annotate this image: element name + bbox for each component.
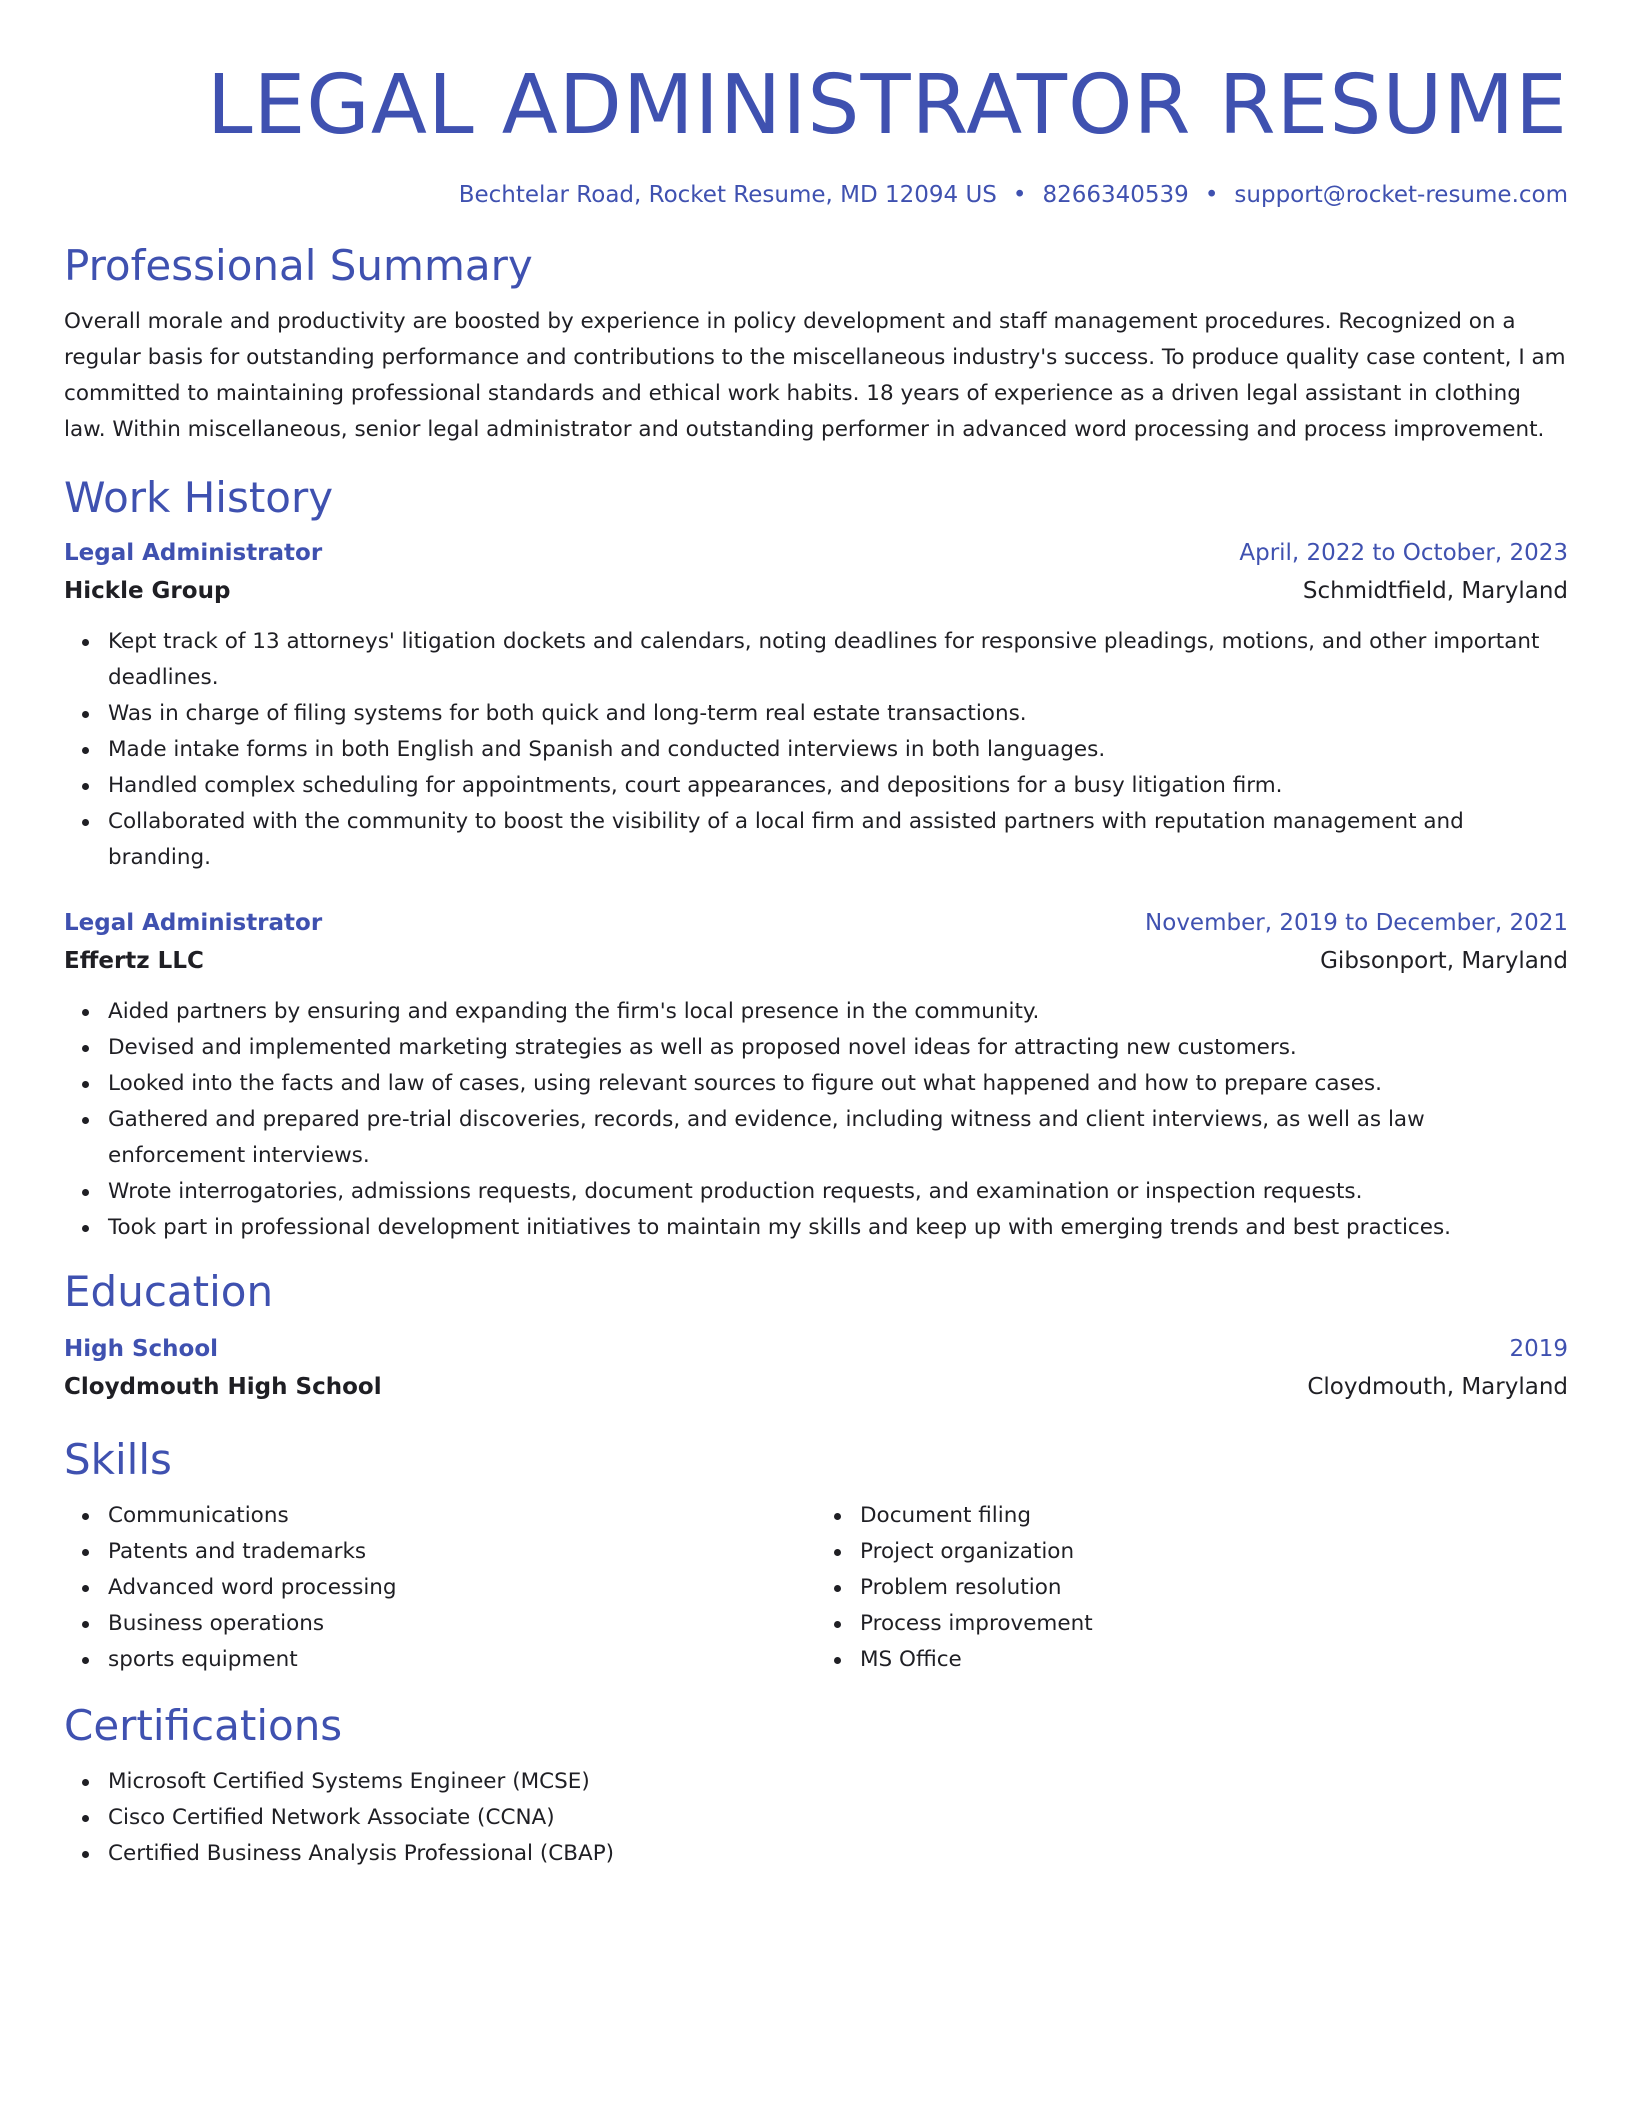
job-company-row xyxy=(64,942,1568,980)
skill-item: Communications xyxy=(108,1498,816,1534)
summary-text: Overall morale and productivity are boosted by experience in policy development and staff management procedures. Recognized on a regular basis for outstanding performance and contributions to the miscellaneous industry's success. To produce quality case content, I am committed to maintaining professional standards and ethical work habits. 18 years of experience as a driven legal assistant in clothing law. Within miscellaneous, senior legal administrator and outstanding performer in advanced word processing and process improvement. xyxy=(64,309,1566,442)
job-entry xyxy=(64,904,1568,1246)
contact-separator: • xyxy=(1012,182,1027,208)
job-bullets xyxy=(64,994,1568,1246)
work-history-heading: Work History xyxy=(64,473,334,522)
job-entry xyxy=(64,534,1568,876)
job-company-row xyxy=(64,572,1568,610)
company-name: Effertz LLC xyxy=(64,948,204,974)
list-item: Wrote interrogatories, admissions requests, document production requests, and examination or inspection requests. xyxy=(108,1174,1568,1210)
education-degree-row xyxy=(64,1330,1568,1368)
list-item: Took part in professional development initiatives to maintain my skills and keep up with emerging trends and best practices. xyxy=(108,1210,1568,1246)
job-title: Legal Administrator xyxy=(64,540,323,566)
company-name: Hickle Group xyxy=(64,578,231,604)
degree: High School xyxy=(64,1336,219,1362)
school-location: Cloydmouth, Maryland xyxy=(1307,1374,1568,1400)
education-heading: Education xyxy=(64,1267,274,1316)
work-history-section xyxy=(64,472,1568,1246)
job-bullets xyxy=(64,624,1568,876)
skill-item: sports equipment xyxy=(108,1642,816,1678)
summary-heading: Professional Summary xyxy=(64,241,533,290)
education-section xyxy=(64,1266,1568,1406)
list-item: Looked into the facts and law of cases, using relevant sources to figure out what happened and how to prepare cases. xyxy=(108,1066,1568,1102)
list-item: Collaborated with the community to boost the visibility of a local firm and assisted partners with reputation management and branding. xyxy=(108,804,1568,876)
job-title: Legal Administrator xyxy=(64,910,323,936)
contact-phone: 8266340539 xyxy=(1042,182,1189,208)
job-location: Schmidtfield, Maryland xyxy=(1302,578,1568,604)
list-item: Gathered and prepared pre-trial discoveries, records, and evidence, including witness and client interviews, as well as law enforcement interviews. xyxy=(108,1102,1568,1174)
summary-section xyxy=(64,240,1568,448)
certifications-heading: Certifications xyxy=(64,1701,343,1750)
list-item: Made intake forms in both English and Spanish and conducted interviews in both languages. xyxy=(108,732,1568,768)
certification-item: Cisco Certified Network Associate (CCNA) xyxy=(108,1800,1568,1836)
skills-section xyxy=(64,1434,1568,1678)
list-item: Handled complex scheduling for appointments, court appearances, and depositions for a busy litigation firm. xyxy=(108,768,1568,804)
skill-item: Project organization xyxy=(860,1534,1568,1570)
certifications-list xyxy=(64,1764,1568,1872)
skills-grid xyxy=(64,1498,1568,1678)
contact-email[interactable]: support@rocket-resume.com xyxy=(1234,182,1568,208)
school-name: Cloydmouth High School xyxy=(64,1374,382,1400)
list-item: Aided partners by ensuring and expanding the firm's local presence in the community. xyxy=(108,994,1568,1030)
skill-item: Problem resolution xyxy=(860,1570,1568,1606)
list-item: Kept track of 13 attorneys' litigation dockets and calendars, noting deadlines for responsive pleadings, motions, and other important deadlines. xyxy=(108,624,1568,696)
skills-list-left xyxy=(64,1498,816,1678)
skills-heading: Skills xyxy=(64,1435,172,1484)
skill-item: Document filing xyxy=(860,1498,1568,1534)
certification-item: Microsoft Certified Systems Engineer (MCSE) xyxy=(108,1764,1568,1800)
skill-item: MS Office xyxy=(860,1642,1568,1678)
certification-item: Certified Business Analysis Professional (CBAP) xyxy=(108,1836,1568,1872)
contact-line xyxy=(64,180,1568,210)
graduation-year: 2019 xyxy=(1509,1336,1568,1362)
job-title-row xyxy=(64,904,1568,942)
education-school-row xyxy=(64,1368,1568,1406)
skill-item: Advanced word processing xyxy=(108,1570,816,1606)
list-item: Devised and implemented marketing strategies as well as proposed novel ideas for attracting new customers. xyxy=(108,1030,1568,1066)
job-dates: April, 2022 to October, 2023 xyxy=(1239,540,1568,566)
list-item: Was in charge of filing systems for both quick and long-term real estate transactions. xyxy=(108,696,1568,732)
skills-list-right xyxy=(816,1498,1568,1678)
contact-address: Bechtelar Road, Rocket Resume, MD 12094 US xyxy=(458,182,997,208)
resume-title: LEGAL ADMINISTRATOR RESUME xyxy=(206,58,1568,153)
job-location: Gibsonport, Maryland xyxy=(1320,948,1568,974)
education-entry xyxy=(64,1330,1568,1406)
skill-item: Business operations xyxy=(108,1606,816,1642)
job-dates: November, 2019 to December, 2021 xyxy=(1145,910,1568,936)
skill-item: Process improvement xyxy=(860,1606,1568,1642)
contact-separator: • xyxy=(1204,182,1219,208)
skill-item: Patents and trademarks xyxy=(108,1534,816,1570)
job-title-row xyxy=(64,534,1568,572)
certifications-section xyxy=(64,1700,1568,1872)
